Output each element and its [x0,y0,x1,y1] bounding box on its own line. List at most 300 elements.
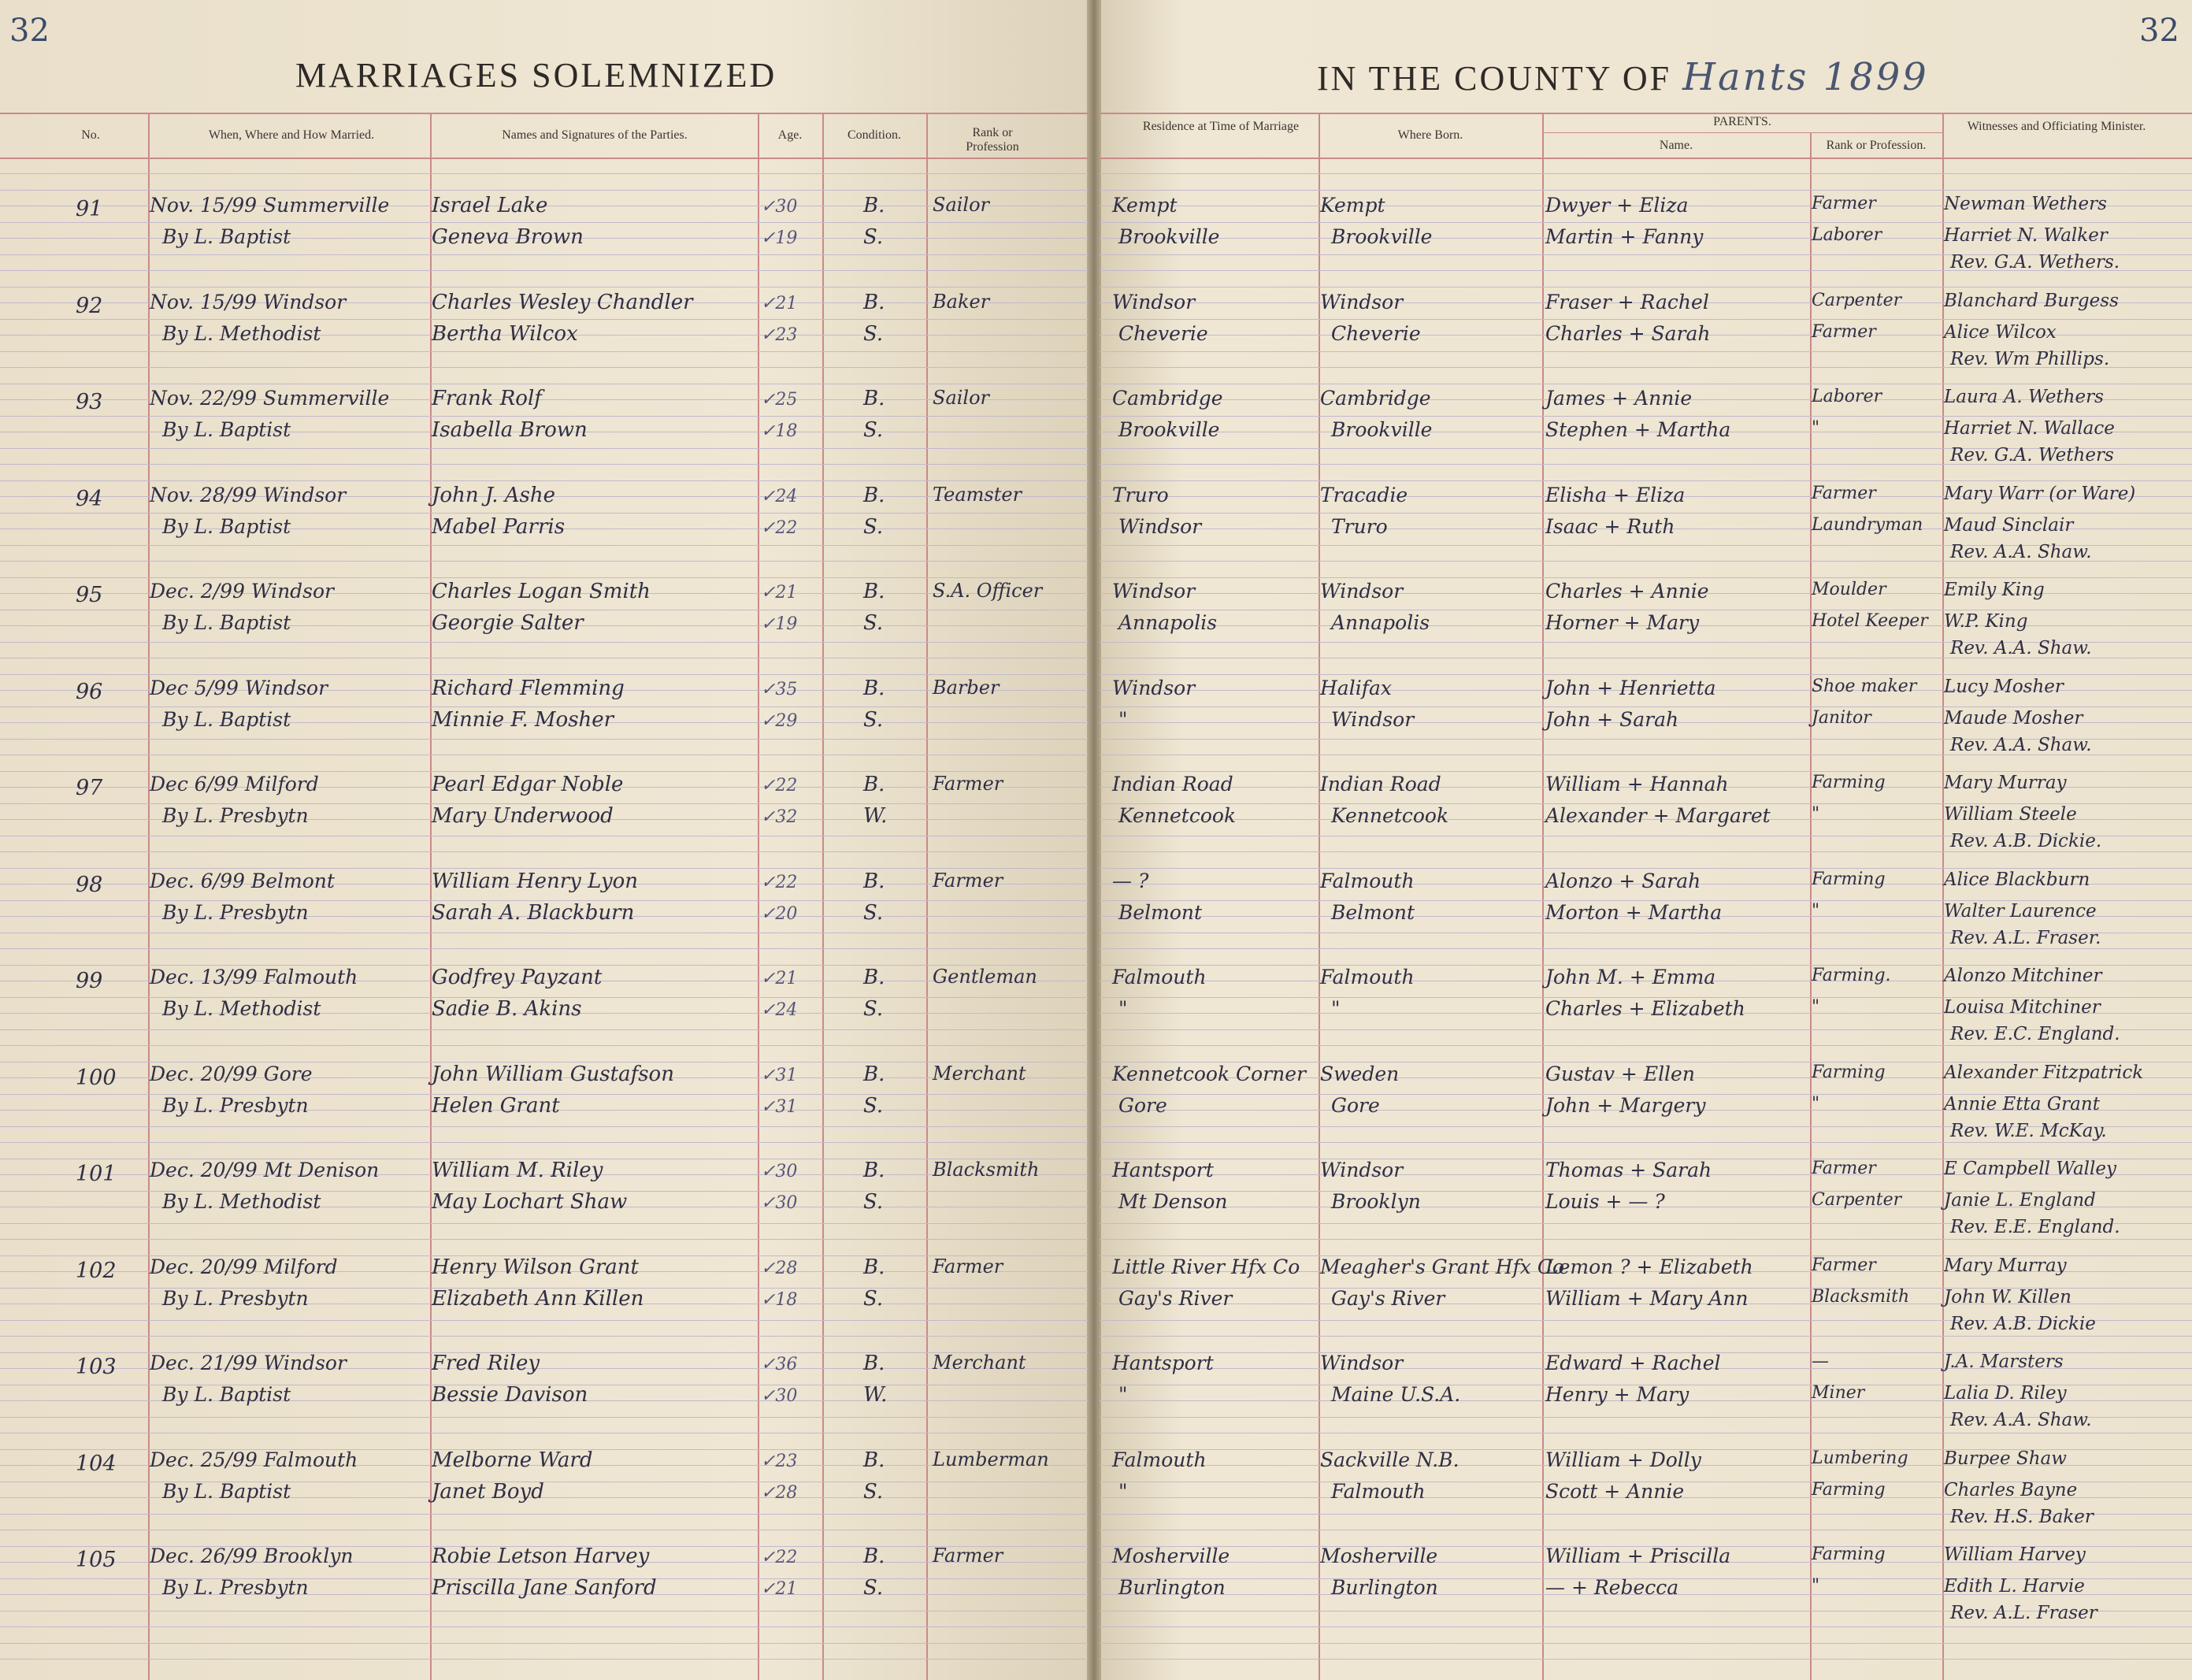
entry-witness-2: Alice Wilcox [1944,322,2057,343]
ruled-line [0,254,1089,255]
entry-bride-name: Janet Boyd [432,1480,544,1504]
entry-bride-parent-rank: " [1812,1094,1820,1114]
entry-groom-condition: B. [863,1063,885,1086]
entry-groom-residence: Little River Hfx Co [1112,1255,1300,1278]
entry-bride-birthplace: Truro [1331,515,1388,538]
entry-bride-name: Bessie Davison [432,1383,588,1407]
col-rule [926,113,928,1680]
entry-witness-1: Alexander Fitzpatrick [1944,1063,2144,1083]
entry-bride-age: ✓30 [761,1193,798,1213]
entry-bride-parent-rank: Hotel Keeper [1812,611,1928,631]
entry-groom-name: Richard Flemming [432,677,625,700]
entry-bride-parent-rank: " [1812,418,1820,438]
entry-groom-condition: B. [863,870,885,893]
book-gutter [1087,0,1101,1680]
entry-witness-2: Edith L. Harvie [1944,1576,2085,1597]
entry-bride-parent-rank: Farmer [1812,322,1876,342]
entry-bride-parent-rank: " [1812,1576,1820,1596]
entry-groom-age: ✓21 [761,583,798,603]
entry-bride-parents: Scott + Annie [1545,1480,1685,1503]
entry-bride-parents: Isaac + Ruth [1545,515,1675,538]
ruled-line [1100,771,2192,772]
entry-bride-parents: Alexander + Margaret [1545,804,1771,827]
entry-bride-residence: Kennetcook [1118,804,1237,827]
entry-bride-age: ✓19 [761,228,798,248]
entry-groom-parent-rank: Laborer [1812,387,1882,406]
entry-bride-residence: Gay's River [1118,1287,1233,1310]
entry-number: 105 [76,1548,117,1572]
entry-witness-1: William Harvey [1944,1545,2086,1565]
entry-witness-2: Lalia D. Riley [1944,1383,2067,1404]
ruled-line [0,480,1089,481]
entry-groom-residence: Hantsport [1112,1159,1214,1181]
entry-bride-parents: John + Sarah [1545,708,1679,731]
ruled-line [0,1126,1089,1127]
entry-groom-condition: B. [863,773,885,796]
entry-groom-birthplace: Windsor [1320,1159,1404,1181]
ruled-line [0,367,1089,368]
entry-groom-profession: Barber [933,677,1000,699]
entry-bride-parents: Charles + Sarah [1545,322,1711,345]
ruled-line [1100,480,2192,481]
entry-groom-condition: B. [863,1159,885,1182]
entry-groom-profession: Teamster [933,484,1022,506]
entry-witness-1: Blanchard Burgess [1944,291,2119,311]
entry-groom-parents: Edward + Rachel [1545,1352,1721,1374]
header-when: When, Where and How Married. [208,128,375,142]
entry-groom-age: ✓25 [761,390,798,410]
entry-witness-2: Maude Mosher [1944,708,2083,729]
ruled-line [0,1336,1089,1337]
entry-groom-birthplace: Falmouth [1320,870,1415,892]
entry-groom-profession: Sailor [933,194,990,216]
entry-witness-1: E Campbell Walley [1944,1159,2116,1179]
entry-groom-parent-rank: Lumbering [1812,1448,1908,1468]
entry-groom-parent-rank: Farming [1812,1545,1886,1564]
ruled-line [1100,513,2192,514]
col-rule [758,113,759,1680]
ruled-line [0,464,1089,465]
entry-groom-parents: Thomas + Sarah [1545,1159,1712,1181]
entry-groom-profession: Farmer [933,1255,1003,1278]
ruled-line [0,173,1089,174]
entry-witness-2: Louisa Mitchiner [1944,997,2101,1018]
ruled-line [0,1659,1089,1660]
entry-bride-residence: Mt Denson [1118,1190,1228,1213]
header-age: Age. [777,128,803,142]
entry-bride-parents: Morton + Martha [1545,901,1723,924]
entry-bride-birthplace: Burlington [1331,1576,1438,1599]
ruled-line [1100,577,2192,578]
entry-witness-2: Charles Bayne [1944,1480,2078,1500]
header-condition: Condition. [847,128,901,142]
col-rule [1542,113,1544,1680]
entry-groom-residence: Kennetcook Corner [1112,1063,1307,1085]
entry-groom-age: ✓35 [761,680,798,699]
left-page-number: 32 [9,13,50,49]
entry-groom-parents: Charles + Annie [1545,580,1709,603]
entry-groom-residence: Windsor [1112,677,1196,699]
entry-groom-parent-rank: Farming [1812,870,1886,889]
ruled-line [1100,1045,2192,1046]
ruled-line [1100,1336,2192,1337]
entry-bride-birthplace: Annapolis [1331,611,1430,634]
entry-bride-birthplace: Brookville [1331,418,1433,441]
entry-groom-name: Charles Wesley Chandler [432,291,693,314]
ruled-line [0,674,1089,675]
entry-bride-parent-rank: Laundryman [1812,515,1923,535]
ruled-line [1100,706,2192,707]
entry-groom-birthplace: Windsor [1320,291,1404,313]
entry-bride-residence: " [1118,708,1128,731]
entry-groom-condition: B. [863,291,885,314]
ruled-line [0,545,1089,546]
entry-minister: Rev. A.A. Shaw. [1950,638,2092,658]
entry-number: 93 [76,390,103,414]
entry-bride-parent-rank: Farming [1812,1480,1886,1500]
left-page-title: MARRIAGES SOLEMNIZED [295,56,777,95]
entry-groom-profession: Sailor [933,387,990,409]
entry-groom-residence: Kempt [1112,194,1178,217]
entry-groom-birthplace: Windsor [1320,580,1404,603]
entry-bride-parents: — + Rebecca [1545,1576,1679,1599]
entry-bride-parent-rank: " [1812,997,1820,1017]
entry-when-date: Nov. 15/99 Windsor [150,291,347,313]
entry-groom-age: ✓31 [761,1066,798,1085]
ruled-line [1100,1142,2192,1143]
entry-bride-name: Mary Underwood [432,804,614,828]
entry-how-married: By L. Baptist [162,418,291,441]
left-page [0,0,1092,1680]
entry-bride-parent-rank: Blacksmith [1812,1287,1910,1307]
entry-groom-condition: B. [863,580,885,603]
entry-groom-name: Melborne Ward [432,1448,593,1472]
entry-minister: Rev. A.B. Dickie [1950,1314,2096,1334]
entry-groom-birthplace: Falmouth [1320,966,1415,988]
entry-bride-residence: Annapolis [1118,611,1218,634]
entry-how-married: By L. Presbytn [162,1576,309,1599]
entry-bride-parents: Henry + Mary [1545,1383,1689,1406]
entry-groom-profession: Baker [933,291,990,313]
entry-bride-parents: Horner + Mary [1545,611,1700,634]
entry-number: 94 [76,487,103,511]
entry-groom-parent-rank: Farmer [1812,484,1876,503]
entry-bride-condition: S. [863,1287,884,1311]
entry-bride-condition: S. [863,708,884,732]
entry-groom-name: John William Gustafson [432,1063,674,1086]
ruled-line [1100,1626,2192,1627]
entry-groom-age: ✓30 [761,197,798,217]
entry-minister: Rev. G.A. Wethers [1950,445,2114,465]
entry-groom-parents: James + Annie [1545,387,1693,410]
header-bottom-rule-right [1100,158,2192,159]
col-rule [1942,113,1944,1680]
entry-groom-parent-rank: Shoe maker [1812,677,1917,696]
ruled-line [0,416,1089,417]
entry-bride-condition: S. [863,1576,884,1600]
entry-groom-condition: B. [863,1352,885,1375]
ruled-line [0,351,1089,352]
entry-minister: Rev. A.A. Shaw. [1950,735,2092,755]
entry-groom-parent-rank: Farmer [1812,1255,1876,1275]
entry-groom-residence: Indian Road [1112,773,1233,795]
entry-number: 91 [76,197,103,221]
entry-bride-condition: S. [863,1190,884,1214]
col-rule [1319,113,1320,1680]
right-page-number: 32 [2139,13,2179,49]
entry-groom-condition: B. [863,1448,885,1472]
header-rank: Rank or Profession [966,126,1019,154]
entry-groom-residence: — ? [1112,870,1149,892]
ruled-line [0,1239,1089,1240]
entry-groom-condition: B. [863,677,885,700]
entry-groom-residence: Windsor [1112,291,1196,313]
entry-bride-age: ✓31 [761,1097,798,1117]
entry-groom-birthplace: Mosherville [1320,1545,1438,1567]
header-top-rule-left [0,113,1089,114]
entry-when-date: Nov. 15/99 Summerville [150,194,390,217]
entry-groom-parents: William + Dolly [1545,1448,1701,1471]
entry-bride-parent-rank: Laborer [1812,225,1882,245]
entry-groom-name: Godfrey Payzant [432,966,603,989]
entry-number: 92 [76,294,103,318]
entry-bride-name: Bertha Wilcox [432,322,578,346]
entry-groom-profession: Farmer [933,870,1003,892]
entry-bride-residence: " [1118,997,1128,1020]
ruled-line [0,706,1089,707]
entry-groom-profession: Merchant [933,1063,1026,1085]
entry-bride-condition: W. [863,804,888,828]
entry-how-married: By L. Baptist [162,1383,291,1406]
entry-bride-parents: John + Margery [1545,1094,1706,1117]
entry-bride-birthplace: Cheverie [1331,322,1421,345]
entry-groom-residence: Mosherville [1112,1545,1230,1567]
ruled-line [0,739,1089,740]
entry-bride-condition: S. [863,225,884,249]
entry-witness-2: Maud Sinclair [1944,515,2074,536]
entry-bride-age: ✓20 [761,904,798,924]
entry-witness-2: Walter Laurence [1944,901,2097,922]
ruled-line [0,1320,1089,1321]
entry-witness-1: Alice Blackburn [1944,870,2090,890]
header-no: No. [81,128,100,142]
entry-groom-profession: Farmer [933,1545,1003,1567]
entry-witness-2: W.P. King [1944,611,2028,632]
ruled-line [1100,948,2192,949]
entry-groom-residence: Windsor [1112,580,1196,603]
entry-witness-1: Alonzo Mitchiner [1944,966,2102,986]
entry-groom-profession: Gentleman [933,966,1037,988]
entry-groom-parents: William + Priscilla [1545,1545,1731,1567]
entry-how-married: By L. Presbytn [162,1287,309,1310]
entry-how-married: By L. Presbytn [162,804,309,827]
parents-subheader-rule [1542,132,1944,133]
header-parents: PARENTS. [1713,115,1771,128]
entry-groom-name: Robie Letson Harvey [432,1545,650,1568]
ruled-line [1100,319,2192,320]
entry-minister: Rev. W.E. McKay. [1950,1121,2107,1141]
ruled-line [1100,173,2192,174]
entry-groom-parents: Lemon ? + Elizabeth [1545,1255,1753,1278]
entry-witness-2: William Steele [1944,804,2077,825]
ruled-line [1100,1643,2192,1644]
entry-groom-name: William Henry Lyon [432,870,639,893]
title-county-year: Hants 1899 [1682,55,1929,99]
entry-groom-name: Pearl Edgar Noble [432,773,624,796]
entry-bride-condition: S. [863,1480,884,1504]
entry-bride-residence: Gore [1118,1094,1167,1117]
entry-bride-age: ✓18 [761,1290,798,1310]
entry-bride-condition: S. [863,997,884,1021]
ruled-line [0,1417,1089,1418]
entry-bride-name: Mabel Parris [432,515,566,539]
entry-witness-2: Harriet N. Walker [1944,225,2108,246]
entry-bride-condition: S. [863,1094,884,1118]
entry-number: 103 [76,1355,117,1379]
entry-how-married: By L. Baptist [162,1480,291,1503]
entry-bride-birthplace: Gore [1331,1094,1380,1117]
entry-bride-name: Minnie F. Mosher [432,708,614,732]
entry-groom-birthplace: Kempt [1320,194,1385,217]
entry-bride-birthplace: Kennetcook [1331,804,1449,827]
entry-bride-birthplace: Windsor [1331,708,1415,731]
entry-bride-parent-rank: Miner [1812,1383,1865,1403]
entry-number: 97 [76,776,103,800]
entry-bride-parents: Martin + Fanny [1545,225,1704,248]
entry-bride-condition: S. [863,322,884,346]
entry-bride-name: Isabella Brown [432,418,588,442]
entry-groom-profession: Lumberman [933,1448,1049,1470]
entry-how-married: By L. Baptist [162,708,291,731]
entry-witness-2: Annie Etta Grant [1944,1094,2100,1114]
entry-number: 102 [76,1259,117,1283]
entry-groom-birthplace: Sweden [1320,1063,1400,1085]
entry-bride-name: Sadie B. Akins [432,997,582,1021]
entry-number: 99 [76,969,103,993]
entry-minister: Rev. Wm Phillips. [1950,349,2110,369]
entry-when-date: Dec. 13/99 Falmouth [150,966,358,988]
entry-groom-parents: Fraser + Rachel [1545,291,1709,313]
header-names: Names and Signatures of the Parties. [502,128,688,142]
entry-bride-birthplace: " [1331,997,1341,1020]
entry-bride-birthplace: Falmouth [1331,1480,1426,1503]
entry-minister: Rev. A.A. Shaw. [1950,1410,2092,1430]
ruled-line [1100,190,2192,191]
entry-witness-2: John W. Killen [1944,1287,2071,1307]
entry-groom-residence: Hantsport [1112,1352,1214,1374]
entry-bride-residence: Cheverie [1118,322,1208,345]
entry-groom-profession: Farmer [933,773,1003,795]
ruled-line [0,319,1089,320]
ruled-line [1100,1659,2192,1660]
entry-groom-residence: Falmouth [1112,966,1207,988]
ruled-line [0,868,1089,869]
entry-bride-parent-rank: " [1812,804,1820,824]
entry-minister: Rev. A.A. Shaw. [1950,542,2092,562]
entry-minister: Rev. E.C. England. [1950,1024,2120,1044]
ruled-line [0,1223,1089,1224]
entry-bride-name: May Lochart Shaw [432,1190,628,1214]
entry-groom-name: Israel Lake [432,194,548,217]
entry-groom-birthplace: Sackville N.B. [1320,1448,1459,1471]
entry-bride-age: ✓30 [761,1386,798,1406]
entry-groom-birthplace: Cambridge [1320,387,1431,410]
entry-groom-parents: Elisha + Eliza [1545,484,1686,506]
entry-groom-name: Henry Wilson Grant [432,1255,639,1279]
entry-bride-parents: Louis + — ? [1545,1190,1665,1213]
entry-bride-age: ✓32 [761,807,798,827]
entry-minister: Rev. H.S. Baker [1950,1507,2094,1527]
entry-minister: Rev. E.E. England. [1950,1217,2120,1237]
entry-groom-age: ✓36 [761,1355,798,1374]
col-rule [148,113,150,1680]
entry-bride-age: ✓24 [761,1000,798,1020]
entry-groom-age: ✓22 [761,776,798,795]
entry-number: 96 [76,680,103,704]
header-residence: Residence at Time of Marriage [1142,120,1300,133]
entry-groom-parent-rank: Carpenter [1812,291,1902,310]
ruled-line [1100,416,2192,417]
entry-bride-age: ✓18 [761,421,798,441]
ruled-line [0,1643,1089,1644]
title-county-prefix: IN THE COUNTY OF [1317,59,1672,98]
entry-how-married: By L. Methodist [162,322,321,345]
entry-groom-parents: John + Henrietta [1545,677,1716,699]
entry-when-date: Dec. 6/99 Belmont [150,870,335,892]
entry-bride-age: ✓22 [761,518,798,538]
entry-groom-parents: John M. + Emma [1545,966,1716,988]
entry-how-married: By L. Baptist [162,225,291,248]
entry-bride-residence: " [1118,1480,1128,1503]
entry-how-married: By L. Baptist [162,611,291,634]
entry-bride-residence: Windsor [1118,515,1202,538]
entry-groom-parent-rank: Farmer [1812,1159,1876,1178]
entry-groom-parents: William + Hannah [1545,773,1729,795]
entry-bride-parents: William + Mary Ann [1545,1287,1749,1310]
entry-bride-birthplace: Maine U.S.A. [1331,1383,1461,1406]
entry-bride-condition: W. [863,1383,888,1407]
entry-number: 104 [76,1452,117,1476]
entry-groom-condition: B. [863,1255,885,1279]
entry-witness-1: J.A. Marsters [1944,1352,2064,1372]
entry-bride-name: Sarah A. Blackburn [432,901,635,925]
entry-groom-condition: B. [863,484,885,507]
entry-minister: Rev. G.A. Wethers. [1950,252,2120,273]
entry-bride-residence: Burlington [1118,1576,1226,1599]
ruled-line [1100,868,2192,869]
entry-witness-1: Laura A. Wethers [1944,387,2104,407]
ruled-line [0,222,1089,223]
entry-when-date: Nov. 28/99 Windsor [150,484,347,506]
entry-bride-residence: Brookville [1118,225,1220,248]
entry-groom-birthplace: Tracadie [1320,484,1408,506]
entry-bride-residence: Brookville [1118,418,1220,441]
entry-groom-birthplace: Halifax [1320,677,1392,699]
entry-groom-name: William M. Riley [432,1159,603,1182]
entry-witness-1: Mary Warr (or Ware) [1944,484,2136,504]
entry-when-date: Dec 6/99 Milford [150,773,319,795]
ruled-line [1100,674,2192,675]
entry-groom-condition: B. [863,1545,885,1568]
header-parent-rank: Rank or Profession. [1826,139,1927,152]
entry-bride-condition: S. [863,901,884,925]
entry-bride-name: Elizabeth Ann Killen [432,1287,644,1311]
entry-bride-birthplace: Brooklyn [1331,1190,1421,1213]
entry-witness-1: Mary Murray [1944,1255,2067,1276]
ruled-line [0,448,1089,449]
entry-groom-parent-rank: — [1812,1352,1829,1371]
entry-bride-name: Georgie Salter [432,611,584,635]
